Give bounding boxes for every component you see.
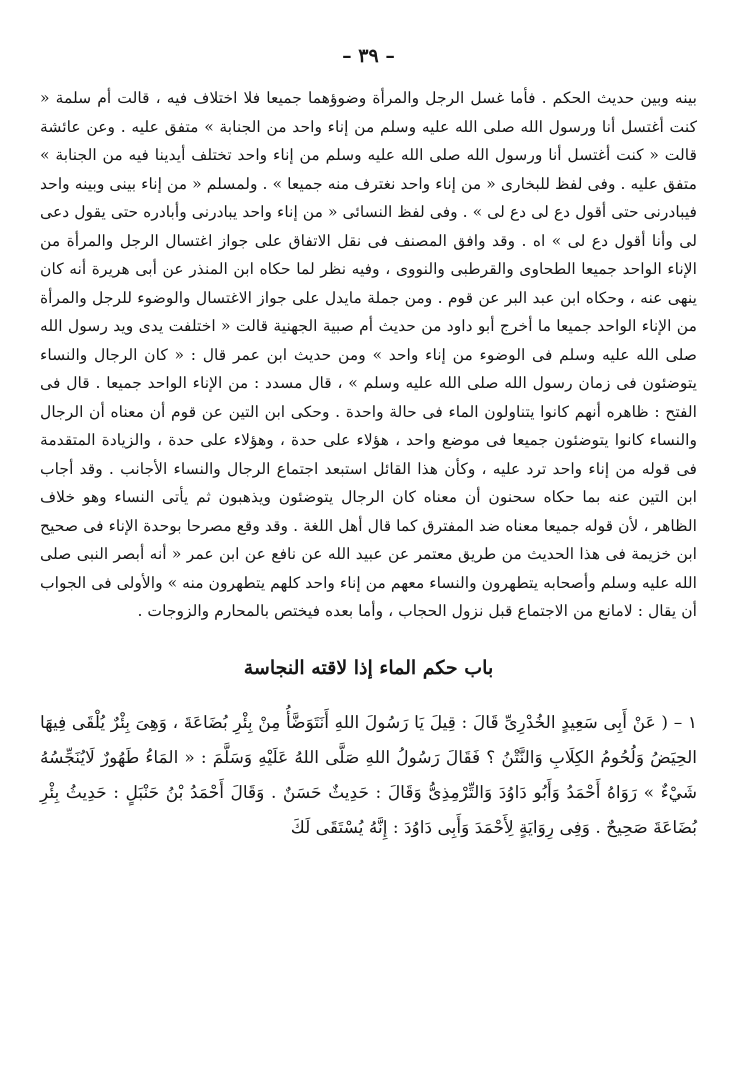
commentary-text: بينه وبين حديث الحكم . فأما غسل الرجل والمرأة وضوؤهما جميعا فلا اختلاف فيه ، قالت أم سلمة « كنت أغتسل أنا ورسول الله صلى الله عليه وسلم من إناء واحد من الجنابة » متفق عليه . وعن عائشة قالت « كنت أغتسل أنا ورسول الله صلى الله عليه وسلم من إناء واحد تختلف أيدينا فيه من الجنابة » متفق عليه . وفى لفظ للبخارى « من إناء واحد نغترف منه جميعا » . ولمسلم « من إناء بينى وبينه واحد فيبادرنى حتى أقول دع لى دع لى » . وفى لفظ النسائى « من إناء واحد يبادرنى وأبادره حتى يقول دعى لى وأنا أقول دع لى » اه . وقد وافق المصنف فى نقل الاتفاق على جواز اغتسال الرجل والمرأة من الإناء الواحد جميعا الطحاوى والقرطبى والنووى ، وفيه نظر لما حكاه ابن المنذر عن أبى هريرة أنه كان ينهى عنه ، وحكاه ابن عبد البر عن قوم . ومن جملة مايدل على جواز الاغتسال والوضوء للرجل والمرأة من الإناء الواحد جميعا ما أخرج أبو داود من حديث أم صبية الجهنية قالت « اختلفت يدى ويد رسول الله صلى الله عليه وسلم فى الوضوء من إناء واحد » ومن حديث ابن عمر قال : « كان الرجال والنساء يتوضئون فى زمان رسول الله صلى الله عليه وسلم » ، قال مسدد : من الإناء الواحد جميعا . قال فى الفتح : ظاهره أنهم كانوا يتناولون الماء فى حالة واحدة . وحكى ابن التين عن قوم أن معناه أن الرجال والنساء كانوا يتوضئون جميعا فى موضع واحد ، هؤلاء على حدة ، وهؤلاء على حدة ، والزيادة المتقدمة فى قوله من إناء واحد ترد عليه ، وكأن هذا القائل استبعد اجتماع الرجال والنساء الأجانب . وقد أجاب ابن التين عنه بما حكاه سحنون أن معناه كان الرجال يتوضئون ويذهبون ثم يأتى النساء وهو خلاف الظاهر ، لأن قوله جميعا معناه ضد المفترق كما قال أهل اللغة . وقد وقع مصرحا بوحدة الإناء فى صحيح ابن خزيمة فى هذا الحديث من طريق معتمر عن عبيد الله عن نافع عن ابن عمر « أنه أبصر النبى صلى الله عليه وسلم وأصحابه يتطهرون والنساء معهم من إناء واحد كلهم يتطهرون منه » والأولى فى الجواب أن يقال : لامانع من الاجتماع قبل نزول الحجاب ، وأما بعده فيختص بالمحارم والزوجات . xyxy=(40,89,697,620)
hadith-text: ١ – ( عَنْ أَبِى سَعِيدٍ الخُدْرِىِّ قَالَ : قِيلَ يَا رَسُولَ اللهِ أَنَتَوَضَّأُ مِنْ بِئْرِ بُضَاعَةَ ، وَهِىَ بِئْرٌ يُلْقَى فِيهَا الحِيَضُ وَلُحُومُ الكِلَابِ وَالنَّتْنُ ؟ فَقَالَ رَسُولُ اللهِ صَلَّى اللهُ عَلَيْهِ وَسَلَّمَ : « المَاءُ طَهُورٌ لَايُنَجِّسُهُ شَيْءٌ » رَوَاهُ أَحْمَدُ وَأَبُو دَاوُدَ وَالتِّرْمِذِىُّ وَقَالَ : حَدِيثٌ حَسَنٌ . وَقَالَ أَحْمَدُ بْنُ حَنْبَلٍ : حَدِيثُ بِئْرِ بُضَاعَةَ صَحِيحٌ . وَفِى رِوَايَةٍ لِأَحْمَدَ وَأَبِى دَاوُدَ : إِنَّهُ يُسْتَقَى لَكَ xyxy=(40,712,697,838)
chapter-title: باب حكم الماء إذا لاقته النجاسة xyxy=(243,656,494,679)
page-number: – ٣٩ – xyxy=(342,45,395,67)
